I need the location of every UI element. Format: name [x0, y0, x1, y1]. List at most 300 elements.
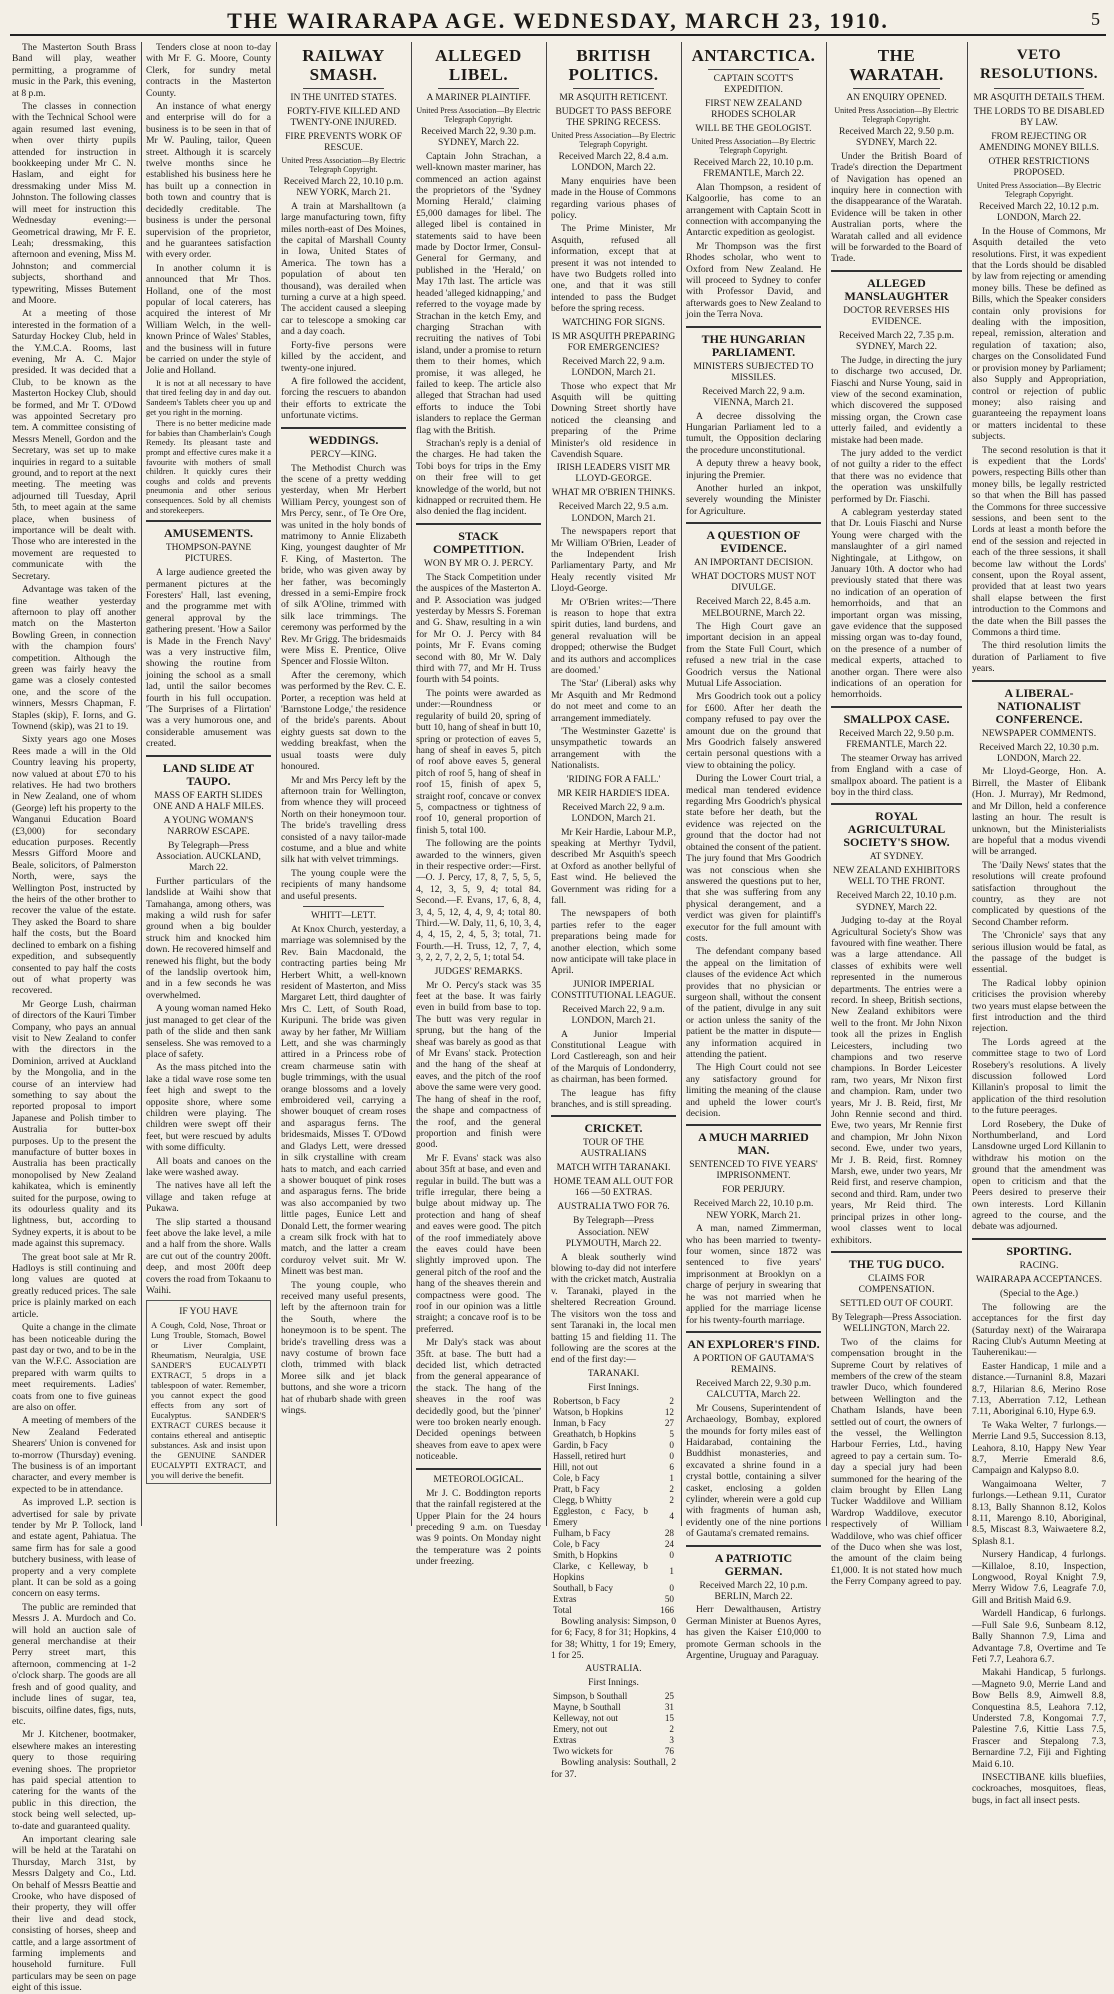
runs: 0 [669, 1450, 674, 1461]
score-row [551, 1429, 676, 1440]
score-row [551, 1484, 676, 1495]
news-item: All boats and canoes on the lake were washed away. [146, 1155, 271, 1178]
paragraph: A decree dissolving the Hungarian Parliament led to a tumult, the Opposition declaring the procedure unconstitutional. [686, 410, 821, 456]
dateline: Received March 22, 8.4 a.m. LONDON, March 22. [558, 152, 669, 174]
subheading: METEOROLOGICAL. [433, 1474, 524, 1485]
batsman-name: Eggleston, c Facy, b Emery [553, 1505, 648, 1527]
column-railway-smash [281, 42, 406, 1528]
score-row [551, 1462, 676, 1473]
subheading: WATCHING FOR SIGNS. [562, 317, 665, 328]
paragraph: The Radical lobby opinion criticises the provision whereby two years must elapse between the first introduction and the third rejection. [972, 977, 1106, 1035]
subheading: A MARINER PLAINTIFF. [426, 93, 531, 103]
page-number: 5 [1091, 9, 1100, 29]
subheading: FORTY-FIVE KILLED AND TWENTY-ONE INJURED. [287, 107, 400, 128]
subheading: FOR PERJURY. [722, 1185, 785, 1196]
batsman-name: Watson, b Hopkins [553, 1406, 623, 1417]
dateline: Received March 22, 10 p.m. BERLIN, March 22. [699, 1580, 808, 1602]
batsman-name: Smith, b Hopkins [553, 1549, 618, 1560]
paragraph: The young couple were the recipients of many handsome and useful presents. [281, 867, 406, 902]
paragraph: A deputy threw a heavy book, injuring the Premier. [686, 458, 821, 481]
section-heading-amusements: AMUSEMENTS. [163, 526, 253, 541]
innings-label: First Innings. [588, 1678, 639, 1689]
credit-line: United Press Association—By Electric Telegraph Copyright. [416, 106, 541, 124]
paragraph: A train at Marshalltown (a large manufacturing town, fifty miles north-east of Des Moines, the capital of Marshall County in Iowa, United States of America. The town has a population of about ten thousand), was derailed when turning a curve at a high speed. The accident caused a sleeping car to telescope a smoking car and a day coach. [281, 200, 406, 338]
paragraph: The second resolution is that it is expedient that the Lords' powers, respecting Bills other than money bills, be legally restricted so that when the Bill has passed the Commons for three successive sessions, and been sent to the Lords at least a month before the end of the session and rejected in each of the three sessions, it shall become law without the Lords' consent, upon the Royal assent, provided that at least two years shall elapse between the first introduction to the Commons and the date when the Bill passes the Commons a third time. [972, 444, 1106, 639]
dateline: Received March 22, 10.10 p.m. NEW YORK, March 21. [283, 177, 404, 199]
paragraph: After the ceremony, which was performed by the Rev. C. E. Porter, a reception was held at 'Barnstone Lodge,' the residence of the bride's parents. About eighty guests sat down to the wedding breakfast, when the usual toasts were duly honoured. [281, 669, 406, 773]
subheading: MINISTERS SUBJECTED TO MISSILES. [693, 361, 814, 383]
paragraph: Nursery Handicap, 4 furlongs.—Killaloe, 8.10, Inspection, Longwood, Royal Knight 7.9, Merry Widow 7.6, Leagrafe 7.0, Gill and British Maid 6.9. [972, 1549, 1106, 1606]
paragraph: A cablegram yesterday stated that Dr. Louis Fiaschi and Nurse Young were charged with the manslaughter of a girl named Nightingale, at Lithgow, on January 10th. A doctor who had previously stated that there was no indication of an operation of hemorrhoids, and that an important organ was missing, gave evidence that the supposed missing organ was to-day found, on the presence of a number of medical experts, attached to another organ. There were also indications of an operation for hemorrhoids. [831, 506, 962, 701]
paragraph: Mr Cousens, Superintendent of Archaeology, Bombay, explored the mounds for forty miles east of Haidarabad, containing the Buddhist monasteries, and excavated a shrine found in a crystal bottle, containing a silver casket, enclosing a golden cylinder, wherein were a gold cup with fragments of human ash, evidently one of the nine portions of Gautama's cremated remains. [686, 1402, 821, 1540]
divider [303, 906, 384, 907]
section-heading: SMALLPOX CASE. [843, 711, 950, 726]
paragraph: Wangaimoana Welter, 7 furlongs.—Lethean 9.11, Curator 8.13, Bally Shannon 8.12, Kolos 8.11, Marengo 8.10, Aboriginal, 8.5, Miscast 8.3, Waiwaetere 8.2, Splash 8.1. [972, 1478, 1106, 1547]
news-item: A young woman named Heko just managed to get clear of the path of the slide and then sank senseless. She was removed to a place of safety. [146, 1003, 271, 1060]
divider [686, 326, 821, 328]
paragraph: The Stack Competition under the auspices of the Masterton A. and P. Association was judged yesterday by Messrs S. Foreman and G. Shaw, resulting in a win for Mr O. J. Percy with 84 points, Mr F. Evans coming second with 80, Mr W. Daly third with 77, and Mr H. Truss fourth with 54 points. [416, 571, 541, 686]
news-item: It is not at all necessary to have that tired feeling day in and day out. Sandeem's Tablets cheer you up and get you right in the morning. [146, 378, 271, 417]
divider [972, 1238, 1106, 1240]
paragraph: 'The Westminster Gazette' is unsympathetic towards an arrangement with the Nationalists. [551, 726, 676, 772]
divider [551, 1115, 676, 1117]
innings-label: First Innings. [588, 1382, 639, 1393]
paragraph: Under the British Board of Trade's direction the Department of Navigation has opened an inquiry here in connection with the disappearance of the Waratah. Evidence will be taken in other Australian ports, where the Waratah called and all evidence will be forwarded to the Board of Trade. [831, 150, 962, 265]
subheading: (Special to the Age.) [999, 1288, 1079, 1299]
subheading: BUDGET TO PASS BEFORE THE SPRING RECESS. [555, 107, 672, 128]
team-label: TARANAKI. [587, 1368, 640, 1379]
subheading: IN THE UNITED STATES. [290, 93, 397, 103]
batsman-name: Pratt, b Facy [553, 1483, 600, 1494]
section-heading: STACK COMPETITION. [432, 528, 524, 556]
news-item: At a meeting of those interested in the formation of a Saturday Hockey Club, held in the Y.M.C.A. Rooms, last evening, Mr A. C. Major presided. It was decided that a Club, to be known as the Masterton Hockey Club, should be formed, and Mr T. O'Dowd was appointed Secretary pro tem. A committee consisting of Messrs Menell, Gordon and the Secretary, was set up to make inquiries in regard to a suitable ground, and to report at the next meeting. The meeting was adjourned till Tuesday, April 5th, to meet again at the same place, when business of importance will be dealt with. Those who are interested in the movement are requested to communicate with the Secretary. [12, 308, 136, 582]
column-british-politics [551, 42, 676, 1780]
section-heading: AN EXPLORER'S FIND. [687, 1336, 820, 1351]
runs: 25 [664, 1691, 674, 1702]
divider [146, 755, 271, 757]
subheading: WHAT MR O'BRIEN THINKS. [551, 488, 676, 499]
headline: VETO RESOLUTIONS. [979, 47, 1099, 82]
score-row [551, 1528, 676, 1539]
score-row [551, 1550, 676, 1561]
column-alleged-libel [416, 42, 541, 1568]
column-rule [411, 42, 412, 1526]
section-heading: ROYAL AGRICULTURAL SOCIETY'S SHOW. [843, 809, 950, 850]
paragraph: INSECTIBANE kills bluefiies, cockroaches, mosquitoes, fleas, bugs, in fact all insect pests. [972, 1771, 1106, 1806]
news-item: Mr George Lush, chairman of directors of the Kauri Timber Company, who pays an annual visit to New Zealand to confer with the directors in the Dominion, arrived at Auckland by the Mongolia, and in the course of an interview had something to say about the reported proposal to import Japanese and Polish timber to Australia for butter-box purposes. Up to the present the manufacture of butter boxes in Australia has been practically monopolised by New Zealand kahikatea, which is eminently suited for the purpose, owing to its odourless quality and its lightness, but, according to Sydney experts, it is about to be made against this supremacy. [12, 998, 136, 1250]
batsman-name: Emery, not out [553, 1724, 608, 1735]
score-row [551, 1495, 676, 1506]
paragraph: Te Waka Welter, 7 furlongs.—Merrie Land 9.5, Succession 8.13, Leahora, 8.10, Happy New Year 8.7, Merrie Emerald 8.6, Campaign and Kalypso 8.0. [972, 1419, 1106, 1477]
runs: 1 [669, 1566, 674, 1577]
subheading: CLAIMS FOR COMPENSATION. [858, 1273, 935, 1295]
ad-text: A Cough, Cold, Nose, Throat or Lung Trouble, Stomach, Bowel or Liver Complaint, Rheumatism, Neuralgia, USE SANDER'S EUCALYPTI EXTRACT, 5 drops in a tablespoon of water. Remember, you cannot expect the good effects from any sort of Eucalyptus. SANDER'S EXTRACT CURES because it contains ethereal and antiseptic substances. Ask and insist upon the GENUINE SANDER EUCALYPTI EXTRACT, and you will derive the benefit. [151, 1320, 266, 1481]
section-heading-landslide: LAND SLIDE AT TAUPO. [162, 760, 255, 788]
subheading: IRISH LEADERS VISIT MR LLOYD-GEORGE. [556, 463, 671, 485]
subheading: WAIRARAPA ACCEPTANCES. [975, 1274, 1103, 1285]
paragraph: In the House of Commons, Mr Asquith detailed the veto resolutions. First, it was expedient that the Lords should be disabled by law from rejecting or amending money bills. These be defined as Bills, which the Speaker considers contain only provisions for dealing with the imposition, repeal, remission, alteration and regulation of taxation; also, charges on the Consolidated Fund or provision money by Parliament; also Supply and Appropriation, control or rejection of public money; also raising and guaranteeing the repayment loans or matters incidental to these subjects. [972, 225, 1106, 443]
subheading: THOMPSON-PAYNE PICTURES. [165, 543, 252, 565]
score-row [551, 1473, 676, 1484]
scorecard-australia [551, 1691, 676, 1757]
credit-line: United Press Association—By Electric Telegraph Copyright. [551, 131, 676, 149]
subheading: SETTLED OUT OF COURT. [839, 1298, 954, 1309]
score-row [551, 1539, 676, 1550]
column-rule [276, 42, 277, 1526]
divider [853, 88, 940, 89]
paragraph: Makahi Handicap, 5 furlongs.—Magneto 9.0, Merrie Land and Bow Bells 8.9, Aimwell 8.8, Conquestina 8.5, Leahora 7.12, Understed 7.8, Kongomai 7.7, Palestine 7.6, Kittie Lass 7.5, Frascer and Stepalong 7.3, Bernardine 7.2, Fiji and Fighting Maid 6.10. [972, 1667, 1106, 1770]
runs: 2 [669, 1494, 674, 1505]
dateline: Received March 22, 9 a.m. LONDON, March 21. [562, 1004, 665, 1027]
paragraph: The young couple, who received many useful presents, left by the afternoon train for the South, where the honeymoon is to be spent. The bride's travelling dress was a navy costume of brown face cloth, trimmed with black Moree silk and jet black buttons, and she wore a tricorn hat of rhubarb shade with green wings. [281, 1279, 406, 1417]
column-rule [681, 42, 682, 1526]
runs: 27 [664, 1417, 674, 1428]
subheading: JUNIOR IMPERIAL CONSTITUTIONAL LEAGUE. [551, 979, 676, 1001]
news-item: Advantage was taken of the fine weather yesterday afternoon to play off another match on the Masterton Bowling Green, in connection with the champion fours' competition. Although the green was fairly heavy the game was a closely contested one, and the score of the winners, Messrs Chapman, F. Staples (skip), F. Iorns, and G. Townend (skip), was 21 to 19. [12, 584, 136, 732]
headline: THE WARATAH. [849, 46, 944, 84]
subheading: HOME TEAM ALL OUT FOR 166 —50 EXTRAS. [553, 1177, 674, 1199]
section-heading: A LIBERAL-NATIONALIST CONFERENCE. [995, 685, 1083, 726]
divider [438, 88, 519, 89]
paragraph: Mr O. Percy's stack was 35 feet at the base. It was fairly even in build from base to top. The butt was very regular in sprung, but the hang of the sheaf was barely as good as that of Mr Evans' stack. Protection and the hang of the sheaf at eaves, and the pitch of the roof above the same were very good. The hang of sheaf in the roof, the shape and compactness of the roof, and the general proportion and finish were good. [416, 979, 541, 1151]
batsman-name: Hassell, retired hurt [553, 1450, 626, 1461]
news-item: As the mass pitched into the lake a tidal wave rose some ten feet high and swept to the opposite shore, where some children were playing. The children were swept off their feet, but were rescued by adults with some difficulty. [146, 1062, 271, 1154]
dateline: By Telegraph—Press Association. NEW PLYMOUTH, March 22. [565, 1216, 662, 1250]
batsman-name: Inman, b Facy [553, 1417, 606, 1428]
subheading: FIRST NEW ZEALAND RHODES SCHOLAR [705, 99, 802, 120]
paragraph: Mr Lloyd-George, Hon. A. Birrell, the Master of Elibank (Hon. J. Murray), Mr Redmond, and Mr Dillon, held a conference lasting an hour. The result is unknown, but the Ministerialists are hopeful that a modus vivendi will be arranged. [972, 766, 1106, 858]
paragraph: The Judge, in directing the jury to discharge two accused, Dr. Fiaschi and Nurse Young, said in view of the second examination, which discovered the supposed missing organ, the Crown case utterly failed, and evidently a mistake had been made. [831, 354, 962, 446]
news-item: The great boot sale at Mr R. Hadloys is still continuing and long values are quoted at greatly reduced prices. The sale price is plainly marked on each article. [12, 1251, 136, 1320]
batsman-name: Two wickets for [553, 1746, 613, 1757]
headline: ALLEGED LIBEL. [435, 46, 522, 84]
subheading: SENTENCED TO FIVE YEARS' IMPRISONMENT. [689, 1160, 818, 1182]
runs: 12 [664, 1406, 674, 1417]
subheading: PERCY—KING. [310, 449, 377, 460]
subheading: MR KEIR HARDIE'S IDEA. [557, 788, 670, 799]
dateline: Received March 22, 10.10 p.m. SYDNEY, March 22. [836, 891, 957, 913]
subheading: OTHER RESTRICTIONS PROPOSED. [988, 157, 1090, 178]
paragraph: Herr Dewalthausen, Artistry German Minister at Buenos Ayres, has given the Kaiser £10,000 to promote German schools in the Argentine, Uruguay and Paraguay. [686, 1604, 821, 1662]
divider [146, 520, 271, 522]
score-row [551, 1440, 676, 1451]
batsman-name: Extras [553, 1593, 577, 1604]
subheading: WHITT—LETT. [311, 910, 376, 921]
divider [972, 680, 1106, 682]
runs: 4 [669, 1511, 674, 1522]
batsman-name: Kelleway, not out [553, 1713, 618, 1724]
score-row [551, 1451, 676, 1462]
subheading: AT SYDNEY. [869, 852, 924, 863]
runs: 24 [664, 1538, 674, 1549]
news-item: The natives have all left the village and taken refuge at Pukawa. [146, 1180, 271, 1215]
column-local-news-2 [146, 42, 271, 1528]
paragraph: Wardell Handicap, 6 furlongs.—Full Sale 9.6, Sunbeam 8.12, Bally Shannon 7.9, Lima and Advantage 7.8, Overtime and Te Feti 7.7, Leahora 6.7. [972, 1608, 1106, 1665]
dateline: Received March 22, 9 a.m. LONDON, March 21. [562, 802, 665, 825]
section-heading: A QUESTION OF EVIDENCE. [706, 528, 801, 556]
subheading: RACING. [1019, 1260, 1059, 1271]
paragraph: Mr J. C. Boddington reports that the rainfall registered at the Upper Plain for the 24 hours preceding 9 a.m. on Tuesday was 9 points. On Monday night the temperature was 2 points under freezing. [416, 1487, 541, 1568]
subheading: A PORTION OF GAUTAMA'S REMAINS. [693, 1353, 814, 1375]
news-item: A large audience greeted the permanent pictures at the Foresters' Hall, last evening, and the programme met with general approval by the gathering present. 'How a Sailor is Made in the French Navy' was a very instructive film, showing the routine from joining the school as a small lad, until the sailor becomes fourth in his full occupation. 'The Surprises of a Flirtation' was a very humorous one, and considerable amusement was created. [146, 567, 271, 750]
score-row [551, 1724, 676, 1735]
dateline: Received March 22, 7.35 p.m. SYDNEY, March 22. [838, 330, 955, 353]
dateline: Received March 22, 9.30 p.m. CALCUTTA, March 22. [695, 1378, 812, 1401]
paragraph: Mr O'Brien writes:—'There is reason to hope that extra spirit duties, land burdens, and general revaluation will be dropped; otherwise the Budget and its authors and accomplices are doomed.' [551, 596, 676, 677]
news-item: Mr J. Kitchener, bootmaker, elsewhere makes an interesting query to those requiring evening shoes. The proprietor has paid special attention to catering for the wants of the public in this direction, the stock being well selected, up-to-date and guaranteed quality. [12, 1729, 136, 1832]
subheading: JUDGES' REMARKS. [434, 966, 523, 977]
credit-line: United Press Association—By Electric Telegraph Copyright. [691, 137, 816, 155]
paragraph: The jury added to the verdict of not guilty a rider to the effect that there was no evidence that the operation was unskilfully performed by Dr. Fiaschi. [831, 447, 962, 505]
runs: 28 [664, 1527, 674, 1538]
section-heading: WEDDINGS. [308, 432, 379, 447]
dateline: Received March 22, 9.50 p.m. SYDNEY, March 22. [838, 127, 955, 149]
score-row [551, 1594, 676, 1605]
section-heading: A MUCH MARRIED MAN. [698, 1130, 809, 1158]
paragraph: The 'Star' (Liberal) asks why Mr Asquith and Mr Redmond do not meet and come to an arrangement immediately. [551, 678, 676, 724]
subheading: FROM REJECTING OR AMENDING MONEY BILLS. [979, 132, 1099, 153]
subheading: MASS OF EARTH SLIDES ONE AND A HALF MILES. [153, 790, 264, 812]
dateline: Received March 22, 10.10 p.m. FREMANTLE, March 22. [693, 158, 814, 180]
subheading: AN IMPORTANT DECISION. [693, 558, 814, 569]
paragraph: Forty-five persons were killed by the accident, and twenty-one injured. [281, 339, 406, 374]
batsman-name: Southall, b Facy [553, 1582, 613, 1593]
divider [831, 706, 962, 708]
divider [416, 1468, 541, 1470]
subheading: MATCH WITH TARANAKI. [556, 1163, 671, 1174]
news-item: The classes in connection with the Technical School were again resumed last evening, when over thirty pupils attended for instruction in bookkeeping under Mr C. N. Haslam, and eight for dressmaking under Miss M. Johnston. The following classes will meet for instruction this Wednesday evening:—Geometrical drawing, Mr F. E. Leah; dressmaking, this afternoon and evening, Miss M. Johnston; and commercial subjects, shorthand and typewriting, Misses Butement and Moore. [12, 101, 136, 306]
subheading: AN ENQUIRY OPENED. [846, 93, 947, 103]
dateline: Received March 22, 9.50 p.m. FREMANTLE, March 22. [838, 728, 955, 751]
paragraph: The Methodist Church was the scene of a pretty wedding yesterday, when Mr Herbert William Percy, youngest son of Mrs Percy, senr., of Te Ore Ore, was united in the holy bonds of matrimony to Annie Elizabeth King, youngest daughter of Mr F. King, of Masterton. The bride, who was given away by her father, was becomingly dressed in a semi-Empire frock of silk A'Oline, trimmed with silk lace trimmings. The ceremony was performed by the Rev. Mr Grigg. The bridesmaids were Miss E. Prentice, Olive Spencer and Flossie Wilton. [281, 462, 406, 668]
score-row [551, 1735, 676, 1746]
column-rule [546, 42, 547, 1526]
paragraph: The 'Chronicle' says that any serious illusion would be fatal, as the passage of the budget is essential. [972, 930, 1106, 976]
paragraph: Mr F. Evans' stack was also about 35ft at base, and even and regular in build. The butt was a trifle irregular, there being a bulge about midway up. The protection and hang of sheaf and eaves were good. The pitch of the roof immediately above the eaves could have been slightly improved upon. The general pitch of the roof and the hang of the sheaves therein and compactness were good. The roof in our opinion was a little straight; a concave roof is to be preferred. [416, 1152, 541, 1335]
dateline: Received March 22, 9 a.m. VIENNA, March 21. [702, 386, 805, 409]
bowling-analysis: Bowling analysis: Southall, 2 for 37. [551, 1757, 676, 1780]
paragraph: Strachan's reply is a denial of the charges. He had taken the Tobi boys for trips in the Emy on their free will to get knowledge of the world, but not kidnapped or recruited them. He also denied the flag incident. [416, 437, 541, 518]
column-antarctica [686, 42, 821, 1662]
news-item: The slip started a thousand feet above the lake level, a mile and a half from the shore. Walls are cut out of the country 200ft. deep, and most 200ft deep covers the road from Tokaanu to Waihi. [146, 1216, 271, 1297]
paragraph: The Prime Minister, Mr Asquith, refused all information, except that at present it was not intended to have two Budgets rolled into one, and that it was still intended to pass the Budget before the spring recess. [551, 223, 676, 315]
news-item: Quite a change in the climate has been noticeable during the past day or two, and to be in the van the W.F.C. Association are prepared with warm quilts to meet requirements. Ladies' coats from one to five guineas are also on offer. [12, 1322, 136, 1413]
headline: BRITISH POLITICS. [568, 46, 659, 84]
section-heading: A PATRIOTIC GERMAN. [714, 1550, 793, 1578]
section-heading: THE HUNGARIAN PARLIAMENT. [701, 331, 806, 359]
paragraph: The third resolution limits the duration of Parliament to five years. [972, 640, 1106, 675]
column-veto-resolutions [972, 42, 1106, 1806]
subheading: THE LORDS TO BE DISABLED BY LAW. [973, 107, 1105, 128]
column-local-news [12, 42, 136, 1994]
subheading: MR ASQUITH RETICENT. [559, 93, 668, 103]
batsman-name: Fulham, b Facy [553, 1527, 611, 1538]
column-waratah [831, 42, 962, 1588]
divider [686, 1331, 821, 1333]
news-item: Sixty years ago one Moses Rees made a will in the Old Country leaving his property, now valued at about £70 to his relatives. He had two brothers in New Zealand, one of whom (George) left his property to the Wanganui Education Board (£3,000) for secondary education purposes. Recently Messrs Gifford Moore and Beale, solicitors, of Palmerston North, were, says the Wellington Post, instructed by the heirs of the other brother to recover the value of the estate. They asked the Board to share half the costs, but the Board declined to embark on a fishing expedition, and subsequently consented to pay half the costs out of what property was recovered. [12, 734, 136, 997]
subheading: FIRE PREVENTS WORK OF RESCUE. [285, 132, 402, 153]
section-heading-sporting: SPORTING. [1006, 1243, 1072, 1258]
paragraph: Captain John Strachan, a well-known master mariner, has commenced an action against the proprietors of the 'Sydney Morning Herald,' claiming £5,000 damages for libel. The alleged libel is contained in statements said to have been made by Doctor Irmer, Consul-General for Germany, and published in the 'Herald,' on May 17th last. The article was headed 'alleged kidnapping,' and referred to the voyage made by Strachan in the ketch Emy, and charging Strachan with recruiting the natives of Tobi island, under a promise to return them to their homes, which promise, it was alleged, he failed to keep. The article also alleged that Strachan had used efforts to induce the Tobi islanders to replace the German flag with the British. [416, 150, 541, 436]
paragraph: The 'Daily News' states that the resolutions will create profound satisfaction throughout the country, as they are not complicated by questions of the Second Chamber reform. [972, 859, 1106, 928]
batsman-name: Gardin, b Facy [553, 1439, 608, 1450]
paragraph: During the Lower Court trial, a medical man tendered evidence regarding Mrs Goodrich's physical state before her death, but the evidence was rejected on the ground that the doctor had not obtained the consent of the patient. The jury found that Mrs Goodrich was not conscious when she answered the questions put to her, that she was suffering from any physical derangement, and a verdict was given for plaintiff's executor for the full amount with costs. [686, 773, 821, 944]
divider [708, 69, 799, 70]
advertisement-box [146, 1300, 271, 1484]
dateline: Received March 22, 9.30 p.m. SYDNEY, March 22. [420, 127, 537, 149]
batsman-name: Extras [553, 1735, 577, 1746]
runs: 0 [669, 1549, 674, 1560]
divider [686, 1124, 821, 1126]
batsman-name: Mayne, b Southall [553, 1702, 621, 1713]
paragraph: The newspapers report that Mr William O'Brien, Leader of the Independent Irish Parliamentary Party, and Mr Healy recently visited Mr Lloyd-George. [551, 526, 676, 595]
runs: 166 [660, 1604, 674, 1615]
paragraph: Mr Daly's stack was about 35ft. at base. The butt had a decided list, which detracted from the general appearance of the stack. The hang of the sheaves in the roof was decidedly good, but the 'pinner' were too broken nearly enough. Decided openings between sheaves from eave to apex were noticeable. [416, 1337, 541, 1463]
section-heading: ALLEGED MANSLAUGHTER [844, 275, 949, 303]
runs: 5 [669, 1428, 674, 1439]
news-item: There is no better medicine made for babies than Chamberlain's Cough Remedy. Its pleasant taste and prompt and effective cures make it a favourite with mothers of small children. It quickly cures their coughs and colds and prevents pneumonia and other serious consequences. Sold by all chemists and storekeepers. [146, 419, 271, 515]
score-row [551, 1506, 676, 1528]
batsman-name: Cole, b Facy [553, 1538, 600, 1549]
subheading: 'RIDING FOR A FALL.' [566, 774, 661, 785]
score-row [551, 1713, 676, 1724]
batsman-name: Cole, b Facy [553, 1472, 600, 1483]
paragraph: The following are the points awarded to the winners, given in their respective order:—First.—O. J. Percy, 17, 8, 7, 5, 5, 5, 4, 12, 3, 5, 9, 4; total 84. Second.—F. Evans, 17, 6, 8, 4, 3, 4, 5, 12, 4, 4, 9, 4; total 80. Third.—W. Daly, 11, 6, 10, 3, 4, 4, 4, 15, 2, 4, 5, 3; total, 71. Fourth.—H. Truss, 12, 7, 7, 4, 3, 2, 2, 7, 2, 2, 5, 1; total 54. [416, 838, 541, 964]
ad-heading: IF YOU HAVE [179, 1307, 238, 1318]
paragraph: Easter Handicap, 1 mile and a distance.—Turnaninl 8.8, Mazari 8.7, Hilarian 8.6, Merino Rose 7.13, Aberration 7.12, Lethean 7.11, Aboriginal 6.10, Hype 6.9. [972, 1360, 1106, 1418]
paragraph: The defendant company based the appeal on the limitation of clauses of the evidence Act which provides that no physician or surgeon shall, without the consent of the patient, divulge in any suit or action unless the sanity of the patient be the matter in dispute—any information acquired in attending the patient. [686, 946, 821, 1060]
paragraph: Two of the claims for compensation brought in the Supreme Court by relatives of members of the crew of the steam trawler Duco, which foundered between Wellington and the Chatham Islands, have been settled out of court, the owners of the vessel, the Wellington Harbour Ferries, Ltd., having agreed to pay a certain sum. To-day a special jury had been summoned for the hearing of the claim brought by Ellen Lang Tucker Waddilove and William Wardrop Waddilove, executor respectively of William Waddilove, who was chief officer of the Duco when she was lost, the amount of the claim being £1,000. It is not stated how much the Ferry Company agreed to pay. [831, 1336, 962, 1588]
subheading: A YOUNG WOMAN'S NARROW ESCAPE. [163, 815, 254, 837]
runs: 6 [669, 1461, 674, 1472]
dateline: By Telegraph—Press Association. WELLINGTON, March 22. [831, 1312, 962, 1335]
bowling-analysis: Bowling analysis: Simpson, 0 for 6; Facy, 8 for 31; Hopkins, 4 for 38; Whitty, 1 for 19; Emery, 1 for 25. [551, 1615, 676, 1661]
news-item: As improved L.P. section is advertised for sale by private tender by Mr P. Tollock, land and estate agent, Pahiatua. The same firm has for sale a good butchery business, with lease of property and a very complete plant. It can be sold as a going concern on easy terms. [12, 1497, 136, 1600]
batsman-name: Greathatch, b Hopkins [553, 1428, 636, 1439]
headline: RAILWAY SMASH. [302, 46, 385, 84]
masthead-title: THE WAIRARAPA AGE. WEDNESDAY, MARCH 23, 1910. [227, 8, 889, 33]
dateline: Received March 22, 10.10 p.m. NEW YORK, March 21. [693, 1199, 814, 1221]
paragraph: The following are the acceptances for the first day (Saturday next) of the Wairarapa Racing Club's Autumn Meeting at Tauherenikau:— [972, 1301, 1106, 1359]
subheading: WHAT DOCTORS MUST NOT DIVULGE. [691, 572, 816, 594]
divider [573, 88, 654, 89]
runs: 15 [664, 1713, 674, 1724]
columns [10, 36, 1106, 1994]
score-row [551, 1702, 676, 1713]
subheading: AUSTRALIA TWO FOR 76. [557, 1202, 670, 1213]
paragraph: Many enquiries have been made in the House of Commons regarding various phases of policy. [551, 175, 676, 222]
news-item: An instance of what energy and enterprise will do for a business is to be seen in that of Mr W. Pauling, tailor, Queen street. Although it is scarcely twelve months since he established his business here he has built up a connection in both town and country that is decidedly creditable. The business is under the personal supervision of the proprietor, and he guarantees satisfaction with every order. [146, 101, 271, 261]
paragraph: Lord Rosebery, the Duke of Northumberland, and Lord Lansdowne urged Lord Killanin to withdraw his motion on the ground that the amendment was open to criticism and that the Peers desired to preserve their own interests. Lord Killanin agreed to the course, and the debate was adjourned. [972, 1118, 1106, 1233]
news-item: An important clearing sale will be held at the Taratahi on Thursday, March 31st, by Messrs Dalgety and Co., Ltd. On behalf of Messrs Beattie and Crooke, who have disposed of their property, they will offer their live and dead stock, consisting of horses, sheep and cattle, and a large assortment of farming implements and household furniture. Full particulars may be seen on page eight of this issue. [12, 1833, 136, 1994]
score-row [551, 1396, 676, 1407]
score-row [551, 1583, 676, 1594]
score-row [551, 1691, 676, 1702]
runs: 0 [669, 1582, 674, 1593]
score-row [551, 1605, 676, 1616]
divider [686, 522, 821, 524]
divider [831, 803, 962, 805]
runs: 2 [669, 1395, 674, 1406]
paragraph: Those who expect that Mr Asquith will be quitting Downing Street shortly have noticed the cleansing and preparing of the Prime Minister's old residence in Cavendish Square. [551, 380, 676, 460]
divider [831, 270, 962, 272]
column-rule [141, 42, 142, 1526]
section-heading-cricket: CRICKET. [584, 1121, 643, 1136]
paragraph: Judging to-day at the Royal Agricultural Society's Show was favoured with fine weather. There was a large attendance. All classes of exhibits were well represented in the numerous departments. The entries were a record. In sheep, British sections, New Zealand exhibitors were well to the front. Mr John Nixon took all the prizes in English Leicesters, including two champions and two reserve champions. In Border Leicester ram, two years, Mr Nixon first and champion. Ram, under two years, Mr J. B. Reid, first, Mr John Rennie second and third. Ewe, two years, Mr Rennie first and champion, Mr John Nixon second. Ewe, under two years, Mr J. B. Reid, first. Romney Marsh, ewe, under two years, Mr Reid first, and reserve champion, second and third. Ram, under two years, Mr Reid third. The principal prizes in other long-wool classes went to local exhibitors. [831, 915, 962, 1246]
credit-line: United Press Association—By Electric Telegraph Copyright. [976, 181, 1102, 199]
credit-line: United Press Association—By Electric Telegraph Copyright. [281, 156, 406, 174]
paragraph: The Lords agreed at the committee stage to two of Lord Rosebery's resolutions. A lively discussion followed Lord Killanin's proposal to limit the application of the third resolution to the future peerages. [972, 1036, 1106, 1117]
paragraph: At Knox Church, yesterday, a marriage was solemnised by the Rev. Bain Macdonald, the contracting parties being Mr Herbert Whitt, a well-known resident of Masterton, and Miss Margaret Lett, third daughter of Mrs C. Lett, of South Road, Kuripuni. The bride was given away by her father, Mr William Lett, and she was charmingly attired in a Princess robe of cream charmeuse satin with bugle trimmings, with the usual orange blossoms and a lovely embroidered veil, carrying a shower bouquet of cream roses and asparagus ferns. The bridesmaids, Misses T. O'Dowd and Gladys Lett, were dressed in silk crystalline with cream hats to match, and each carried a shower bouquet of pink roses and asparagus ferns. The bride was also accompanied by two little pages, Eunice Lett and Donald Lett, the former wearing a cream silk frock with hat to match, and the latter a cream corduroy velvet suit. Mr W. Minett was best man. [281, 923, 406, 1278]
paragraph: Mr Keir Hardie, Labour M.P., speaking at Merthyr Tydvil, described Mr Asquith's speech at Oxford as another bellyful of East wind. He believed the Government was riding for a fall. [551, 826, 676, 906]
score-row [551, 1746, 676, 1757]
batsman-name: Total [553, 1604, 572, 1615]
subheading: MR ASQUITH DETAILS THEM. [973, 93, 1105, 103]
runs: 1 [669, 1472, 674, 1483]
subheading: CAPTAIN SCOTT'S EXPEDITION. [713, 74, 794, 95]
paragraph: The High Court could not see any satisfactory ground for limiting the meaning of the clause and upheld the lower court's decision. [686, 1062, 821, 1120]
divider [281, 427, 406, 429]
team-label: AUSTRALIA. [585, 1664, 642, 1675]
runs: 2 [669, 1483, 674, 1494]
credit-line: United Press Association—By Electric Telegraph Copyright. [834, 106, 959, 124]
section-heading: THE TUG DUCO. [848, 1256, 945, 1271]
batsman-name: Clarke, c Kelleway, b Hopkins [553, 1560, 648, 1582]
dateline: Received March 22, 9.5 a.m. LONDON, March 21. [558, 502, 669, 524]
paragraph: A man, named Zimmerman, who has been married to twenty-four women, since 1872 was sentenced to five years' imprisonment at Brooklyn on a charge of perjury in swearing that he was not married when he applied for the marriage license for his twenty-fourth marriage. [686, 1223, 821, 1326]
divider [416, 523, 541, 525]
subheading: NEWSPAPER COMMENTS. [981, 728, 1097, 739]
dateline: Received March 22, 8.45 a.m. MELBOURNE, March 22. [696, 597, 811, 619]
news-item: Further particulars of the landslide at Waihi show that Tamahanga, among others, was making a wild rush for safer ground when a big boulder struck him and knocked him down. He recovered himself and renewed his flight, but the body of the landslip overtook him, and in a few seconds he was overwhelmed. [146, 875, 271, 1001]
news-item: The Masterton South Brass Band will play, weather permitting, a programme of music in the Park, this evening, at 8 p.m. [12, 42, 136, 99]
dateline: By Telegraph—Press Association. AUCKLAND, March 22. [156, 840, 261, 874]
subheading: NEW ZEALAND EXHIBITORS WELL TO THE FRONT. [832, 866, 961, 888]
divider [994, 88, 1084, 89]
news-item: Tenders close at noon to-day with Mr F. G. Moore, County Clerk, for sundry metal contracts in the Masterton County. [146, 42, 271, 99]
column-rule [826, 42, 827, 1526]
subheading: WON BY MR O. J. PERCY. [423, 558, 534, 569]
paragraph: Mr Thompson was the first Rhodes scholar, who went to Oxford from New Zealand. He will proceed to Sydney to confer with Professor David, and afterwards goes to New Zealand to join the Terra Nova. [686, 240, 821, 321]
paragraph: Mr and Mrs Percy left by the afternoon train for Wellington, from whence they will proceed North on their honeymoon tour. The bride's travelling dress consisted of a navy tailor-made costume, and a blue and white silk hat with velvet trimmings. [281, 774, 406, 866]
news-item: The public are reminded that Messrs J. A. Murdoch and Co. will hold an auction sale of general merchandise at their Perry street mart, this afternoon, commencing at 1-2 o'clock sharp. The goods are all fresh and of good quality, and include lines of sugar, tea, biscuits, oilfine dates, figs, nuts, etc. [12, 1601, 136, 1727]
paragraph: Another hurled an inkpot, severely wounding the Minister for Agriculture. [686, 482, 821, 517]
dateline: Received March 22, 10.30 p.m. LONDON, March 22. [979, 742, 1099, 765]
runs: 0 [669, 1439, 674, 1450]
runs: 3 [669, 1735, 674, 1746]
batsman-name: Simpson, b Southall [553, 1691, 628, 1702]
subheading: WILL BE THE GEOLOGIST. [695, 124, 812, 134]
dateline: Received March 22, 9 a.m. LONDON, March 21. [562, 356, 665, 379]
runs: 50 [664, 1593, 674, 1604]
news-item: A meeting of members of the New Zealand Federated Shearers' Union is convened for to-morrow (Thursday) evening. The business is of an important character, and every member is expected to be in attendance. [12, 1415, 136, 1495]
paragraph: Alan Thompson, a resident of Kalgoorlie, has come to an arrangement with Captain Scott in connection with accompanying the Antarctic expedition as geologist. [686, 181, 821, 239]
headline: ANTARCTICA. [691, 46, 816, 65]
paragraph: The newspapers of both parties refer to the eager preparations being made for another election, which some now anticipate will take place in April. [551, 908, 676, 977]
runs: 76 [664, 1746, 674, 1757]
paragraph: A Junior Imperial Constitutional League with Lord Castlereagh, son and heir of the Marquis of Londonderry, as chairman, has been formed. [551, 1028, 676, 1086]
divider [831, 1251, 962, 1253]
subheading: IS MR ASQUITH PREPARING FOR EMERGENCIES? [551, 331, 676, 353]
batsman-name: Hill, not out [553, 1461, 598, 1472]
score-row [551, 1418, 676, 1429]
scorecard-taranaki [551, 1396, 676, 1616]
paragraph: The steamer Orway has arrived from England with a case of smallpox aboard. The patient is a boy in the third class. [831, 752, 962, 798]
masthead [10, 4, 1106, 36]
batsman-name: Clegg, b Whitty [553, 1494, 612, 1505]
batsman-name: Robertson, b Facy [553, 1395, 621, 1406]
paragraph: A bleak southerly wind blowing to-day did not interfere with the cricket match, Australia v. Taranaki, played in the sheltered Recreation Ground. The visitors won the toss and sent Taranaki in, the local men batting 15 and fielding 11. The following are the scores at the end of the first day:— [551, 1251, 676, 1366]
